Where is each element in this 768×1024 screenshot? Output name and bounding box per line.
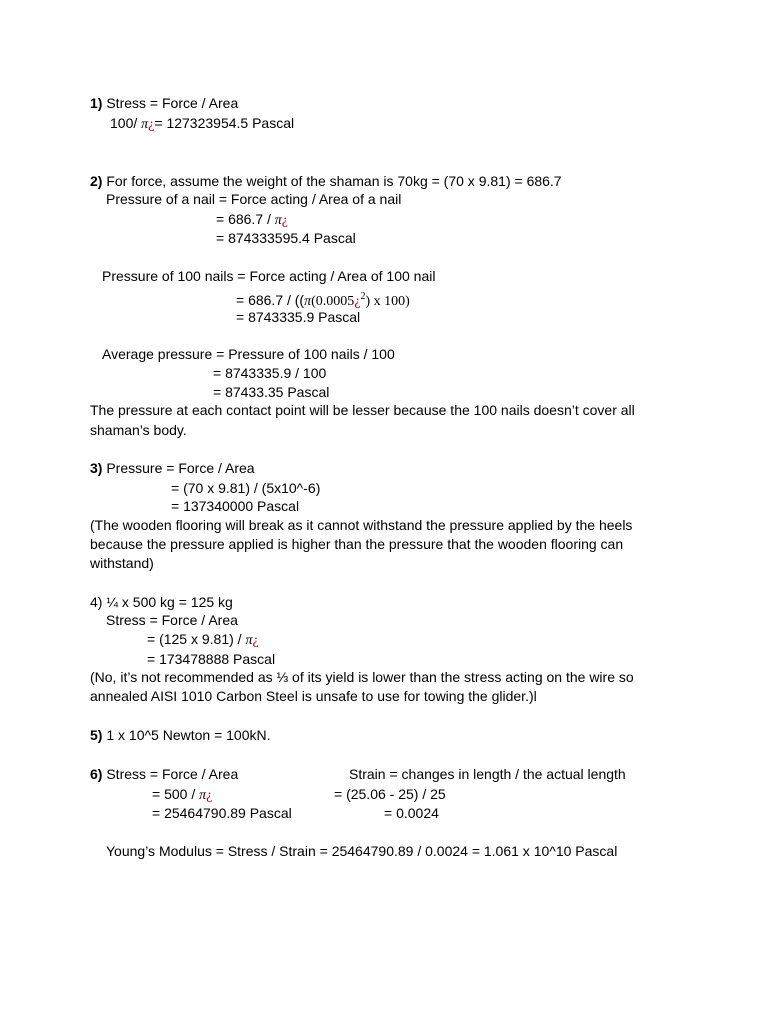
q2-text: For force, assume the weight of the shaman is 70kg = (70 x 9.81) = 686.7 — [106, 173, 562, 189]
q3-line5: because the pressure applied is higher than the pressure that the wooden flooring can — [90, 536, 624, 552]
q6-strain3: = 0.0024 — [384, 805, 439, 821]
q4-line1: 4) ¼ x 500 kg = 125 kg — [90, 594, 233, 610]
q2-line3-expr: = 686.7 / — [216, 211, 271, 227]
q2-line11: The pressure at each contact point will be lesser because the 100 nails doesn’t cover all — [90, 402, 635, 418]
q6-line3: = 25464790.89 Pascal — [152, 805, 292, 821]
q3-line2: = (70 x 9.81) / (5x10^-6) — [171, 480, 321, 496]
q1-line1 — [90, 94, 238, 112]
q2-line6-expr: = 686.7 / (( — [236, 292, 305, 308]
q3-line1 — [90, 459, 255, 477]
q5-number: 5) — [90, 727, 103, 743]
q2-line10: = 87433.35 Pascal — [213, 384, 330, 400]
missing-glyph-icon: ¿ — [281, 213, 289, 228]
q6-line2-expr: = 500 / — [152, 786, 196, 802]
q1-number: 1) — [90, 95, 103, 111]
pi-symbol: π — [141, 117, 149, 132]
q2-line6-sup: 2 — [360, 291, 366, 302]
q2-line6-mid: (0.0005 — [311, 294, 355, 309]
q2-line1 — [90, 172, 562, 190]
q6-strain1: Strain = changes in length / the actual length — [349, 766, 626, 782]
q3-text: Pressure = Force / Area — [106, 460, 255, 476]
q4-line4: = 173478888 Pascal — [147, 651, 276, 667]
q2-number: 2) — [90, 173, 103, 189]
q2-line7: = 8743335.9 Pascal — [236, 309, 361, 325]
q5-line1 — [90, 726, 271, 744]
q3-line3: = 137340000 Pascal — [171, 498, 300, 514]
q2-line3 — [216, 210, 288, 230]
q2-line6-post: ) x 100) — [365, 294, 410, 309]
pi-symbol: π — [274, 213, 282, 228]
q4-line2: Stress = Force / Area — [106, 612, 238, 628]
q6-text: Stress = Force / Area — [106, 766, 239, 782]
q6-youngs-modulus: Young’s Modulus = Stress / Strain = 25464790.89 / 0.0024 = 1.061 x 10^10 Pascal — [106, 843, 618, 859]
pi-symbol: π — [245, 633, 253, 648]
q5-text: 1 x 10^5 Newton = 100kN. — [106, 727, 271, 743]
q4-line3 — [147, 630, 259, 650]
q6-line2 — [152, 785, 212, 805]
q6-strain2: = (25.06 - 25) / 25 — [334, 786, 446, 802]
q4-line6: annealed AISI 1010 Carbon Steel is unsafe to use for towing the glider.)l — [90, 688, 537, 704]
q1-expr-pre: 100/ — [110, 115, 138, 131]
missing-glyph-icon: ¿ — [354, 294, 361, 309]
q2-line12: shaman’s body. — [90, 422, 187, 438]
q2-line5: Pressure of 100 nails = Force acting / Area of 100 nail — [102, 268, 436, 284]
q6-line1 — [90, 765, 238, 783]
q2-line2: Pressure of a nail = Force acting / Area of a nail — [106, 191, 402, 207]
q2-line8: Average pressure = Pressure of 100 nails / 100 — [102, 346, 395, 362]
q3-line6: withstand) — [90, 555, 154, 571]
q3-line4: (The wooden flooring will break as it cannot withstand the pressure applied by the heels — [90, 517, 633, 533]
q2-line4: = 874333595.4 Pascal — [216, 230, 356, 246]
pi-symbol: π — [304, 294, 312, 309]
q4-line3-expr: = (125 x 9.81) / — [147, 631, 242, 647]
q2-line9: = 8743335.9 / 100 — [213, 365, 327, 381]
q3-number: 3) — [90, 460, 103, 476]
missing-glyph-icon: ¿ — [148, 117, 155, 132]
missing-glyph-icon: ¿ — [206, 788, 213, 803]
q1-line2 — [110, 114, 294, 134]
pi-symbol: π — [199, 788, 207, 803]
q1-result: = 127323954.5 Pascal — [154, 115, 295, 131]
q1-text: Stress = Force / Area — [106, 95, 239, 111]
missing-glyph-icon: ¿ — [252, 633, 259, 648]
q6-number: 6) — [90, 766, 103, 782]
q4-line5: (No, it’s not recommended as ⅓ of its yield is lower than the stress acting on the wire so — [90, 669, 634, 685]
